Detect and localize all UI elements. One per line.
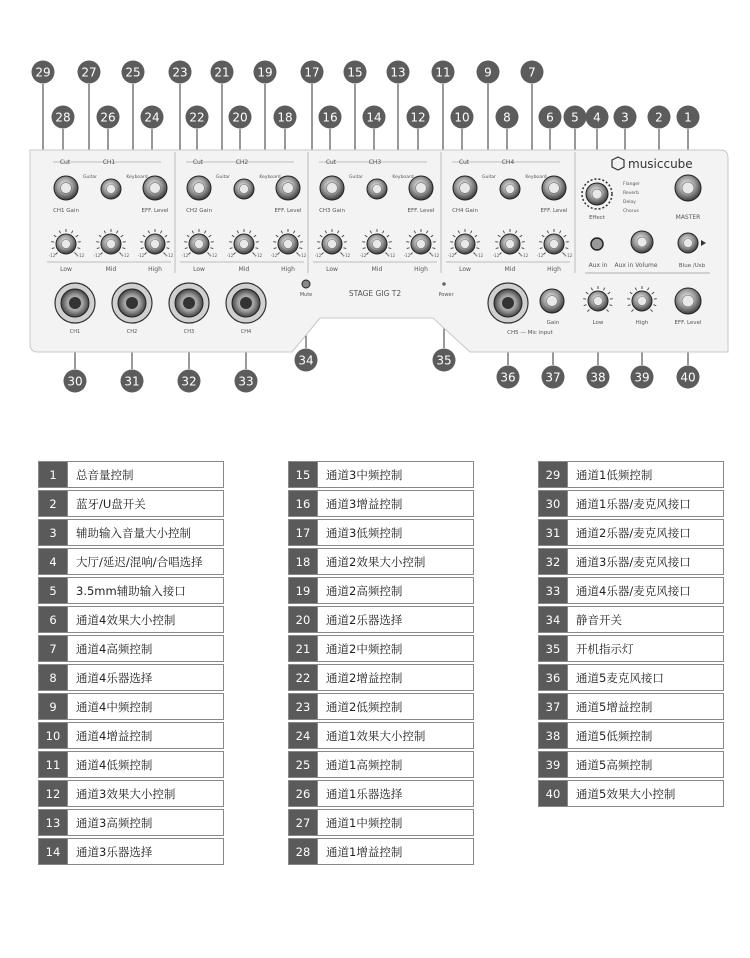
legend-column-1 xyxy=(38,461,224,865)
legend-row xyxy=(289,781,474,807)
legend-number: 26 xyxy=(289,781,318,807)
legend-row xyxy=(39,607,224,633)
legend-description: 蓝牙/U盘开关 xyxy=(68,491,224,517)
callout-number-22: 22 xyxy=(189,110,205,125)
callout-number-21: 21 xyxy=(214,65,230,80)
legend-row xyxy=(289,549,474,575)
callout-number-38: 38 xyxy=(590,370,606,385)
legend-description: 通道3乐器/麦克风接口 xyxy=(568,549,724,575)
legend-description: 通道5增益控制 xyxy=(568,694,724,720)
callout-number-9: 9 xyxy=(484,65,492,80)
legend-row xyxy=(539,549,724,575)
ch2-eff-level-label: EFF. Level xyxy=(274,208,302,214)
callout-number-17: 17 xyxy=(304,65,320,80)
legend-description: 通道1增益控制 xyxy=(318,839,474,865)
ch4-db-min-0: -12 xyxy=(447,253,455,258)
legend-row xyxy=(539,723,724,749)
fx-option-flanger: Flanger xyxy=(623,182,640,187)
legend-row xyxy=(289,491,474,517)
callout-number-27: 27 xyxy=(81,65,97,80)
ch1-db-min-0: -12 xyxy=(48,253,56,258)
ch1-input-label: CH1 xyxy=(69,329,81,335)
ch3-db-max-1: +12 xyxy=(386,253,396,258)
legend-description: 通道4高频控制 xyxy=(68,636,224,662)
ch2-db-max-1: +12 xyxy=(253,253,263,258)
callout-number-12: 12 xyxy=(410,110,426,125)
callout-number-39: 39 xyxy=(634,370,650,385)
legend-number: 4 xyxy=(39,549,68,575)
legend-number: 19 xyxy=(289,578,318,604)
callout-number-25: 25 xyxy=(125,65,141,80)
legend-number: 24 xyxy=(289,723,318,749)
legend-row xyxy=(289,839,474,865)
callout-number-7: 7 xyxy=(528,65,536,80)
legend-row xyxy=(289,607,474,633)
callout-number-31: 31 xyxy=(124,374,140,389)
legend-number: 10 xyxy=(39,723,68,749)
ch4-name-label: CH4 xyxy=(501,159,515,166)
legend-row xyxy=(39,752,224,778)
callout-number-3: 3 xyxy=(621,110,629,125)
ch1-gain-label: CH1 Gain xyxy=(53,208,79,214)
legend-description: 通道3效果大小控制 xyxy=(68,781,224,807)
ch1-high-label: High xyxy=(148,266,162,273)
ch4-cut-label: Cut xyxy=(458,159,470,166)
ch1-guitar-label: Guitar xyxy=(83,175,97,180)
legend-description: 总音量控制 xyxy=(68,462,224,488)
ch2-low-label: Low xyxy=(193,266,205,273)
ch3-high-label: High xyxy=(414,266,428,273)
ch4-guitar-label: Guitar xyxy=(482,175,496,180)
callout-number-40: 40 xyxy=(680,370,696,385)
callout-number-6: 6 xyxy=(546,110,554,125)
legend-row xyxy=(289,723,474,749)
ch2-db-min-0: -12 xyxy=(181,253,189,258)
legend-description: 通道1乐器选择 xyxy=(318,781,474,807)
legend-number: 21 xyxy=(289,636,318,662)
legend-row xyxy=(39,636,224,662)
master-label: MASTER xyxy=(675,214,701,221)
legend-row xyxy=(539,607,724,633)
ch1-name-label: CH1 xyxy=(102,159,116,166)
legend-row xyxy=(39,694,224,720)
legend-number: 13 xyxy=(39,810,68,836)
legend-row xyxy=(289,752,474,778)
ch2-keyboard-label: Keyboard xyxy=(259,175,281,180)
ch1-keyboard-label: Keyboard xyxy=(126,175,148,180)
ch5-low-label: Low xyxy=(592,320,604,326)
legend-description: 通道3中频控制 xyxy=(318,462,474,488)
legend-description: 通道5低频控制 xyxy=(568,723,724,749)
legend-description: 通道5高频控制 xyxy=(568,752,724,778)
callout-number-36: 36 xyxy=(500,370,516,385)
legend-number: 18 xyxy=(289,549,318,575)
legend-row xyxy=(539,520,724,546)
ch3-input-label: CH3 xyxy=(183,329,195,335)
ch2-input-label: CH2 xyxy=(126,329,138,335)
callout-number-35: 35 xyxy=(436,353,452,368)
legend-description: 通道4中频控制 xyxy=(68,694,224,720)
ch1-db-max-1: +12 xyxy=(120,253,130,258)
legend-row xyxy=(39,549,224,575)
legend-description: 通道1低频控制 xyxy=(568,462,724,488)
ch2-db-min-1: -12 xyxy=(226,253,234,258)
legend-number: 9 xyxy=(39,694,68,720)
callout-number-23: 23 xyxy=(172,65,188,80)
legend-row xyxy=(289,810,474,836)
legend-row xyxy=(39,462,224,488)
ch1-db-min-1: -12 xyxy=(93,253,101,258)
ch4-mid-label: Mid xyxy=(504,266,516,273)
ch1-eff-level-label: EFF. Level xyxy=(141,208,169,214)
legend-number: 36 xyxy=(539,665,568,691)
legend-number: 8 xyxy=(39,665,68,691)
callout-number-19: 19 xyxy=(257,65,273,80)
brand-name: musiccube xyxy=(628,157,693,171)
legend-description: 开机指示灯 xyxy=(568,636,724,662)
ch5-eff-level-label: EFF. Level xyxy=(674,320,702,326)
ch1-mid-label: Mid xyxy=(105,266,117,273)
ch3-db-max-2: +12 xyxy=(430,253,440,258)
callout-number-24: 24 xyxy=(144,110,160,125)
ch3-mid-label: Mid xyxy=(371,266,383,273)
legend-description: 通道4乐器/麦克风接口 xyxy=(568,578,724,604)
callout-number-13: 13 xyxy=(390,65,406,80)
callout-number-16: 16 xyxy=(322,110,338,125)
callout-number-5: 5 xyxy=(571,110,579,125)
ch2-db-max-2: +12 xyxy=(297,253,307,258)
ch2-name-label: CH2 xyxy=(235,159,249,166)
ch2-high-label: High xyxy=(281,266,295,273)
legend-number: 17 xyxy=(289,520,318,546)
ch4-db-min-1: -12 xyxy=(492,253,500,258)
ch1-db-max-0: +12 xyxy=(75,253,85,258)
legend-row xyxy=(39,781,224,807)
callout-number-20: 20 xyxy=(232,110,248,125)
legend-description: 通道2效果大小控制 xyxy=(318,549,474,575)
ch2-cut-label: Cut xyxy=(192,159,204,166)
ch4-high-label: High xyxy=(547,266,561,273)
legend-description: 通道1高频控制 xyxy=(318,752,474,778)
legend-number: 16 xyxy=(289,491,318,517)
legend-row xyxy=(289,636,474,662)
ch3-keyboard-label: Keyboard xyxy=(392,175,414,180)
legend-row xyxy=(289,665,474,691)
legend-number: 33 xyxy=(539,578,568,604)
legend-description: 通道3增益控制 xyxy=(318,491,474,517)
legend-description: 大厅/延迟/混响/合唱选择 xyxy=(68,549,224,575)
callout-number-10: 10 xyxy=(454,110,470,125)
legend-description: 通道3高频控制 xyxy=(68,810,224,836)
fx-option-chorus: Chorus xyxy=(623,209,639,214)
legend-number: 28 xyxy=(289,839,318,865)
legend-number: 39 xyxy=(539,752,568,778)
legend-row xyxy=(39,578,224,604)
ch4-db-max-1: +12 xyxy=(519,253,529,258)
legend-row xyxy=(539,462,724,488)
mixer-panel-diagram xyxy=(0,0,750,440)
ch4-keyboard-label: Keyboard xyxy=(525,175,547,180)
legend-number: 14 xyxy=(39,839,68,865)
ch3-db-max-0: +12 xyxy=(341,253,351,258)
legend-row xyxy=(539,694,724,720)
legend-number: 12 xyxy=(39,781,68,807)
ch3-guitar-label: Guitar xyxy=(349,175,363,180)
ch1-db-min-2: -12 xyxy=(137,253,145,258)
callout-number-18: 18 xyxy=(277,110,293,125)
legend-description: 通道1乐器/麦克风接口 xyxy=(568,491,724,517)
callout-number-11: 11 xyxy=(435,65,451,80)
ch5-high-label: High xyxy=(635,320,649,326)
legend-description: 3.5mm辅助输入接口 xyxy=(68,578,224,604)
legend-column-3 xyxy=(538,461,724,807)
legend-number: 23 xyxy=(289,694,318,720)
power-label: Power xyxy=(438,292,454,298)
ch1-db-max-2: +12 xyxy=(164,253,174,258)
legend-number: 25 xyxy=(289,752,318,778)
legend-number: 11 xyxy=(39,752,68,778)
ch3-db-min-0: -12 xyxy=(314,253,322,258)
callout-number-26: 26 xyxy=(100,110,116,125)
legend-description: 通道3乐器选择 xyxy=(68,839,224,865)
callout-number-8: 8 xyxy=(503,110,511,125)
callout-number-28: 28 xyxy=(55,110,71,125)
legend-description: 通道2乐器/麦克风接口 xyxy=(568,520,724,546)
legend-description: 通道1效果大小控制 xyxy=(318,723,474,749)
callout-number-4: 4 xyxy=(593,110,601,125)
ch4-db-max-2: +12 xyxy=(563,253,573,258)
legend-number: 29 xyxy=(539,462,568,488)
power-indicator xyxy=(442,282,446,286)
callout-number-15: 15 xyxy=(347,65,363,80)
legend-number: 20 xyxy=(289,607,318,633)
legend-row xyxy=(39,810,224,836)
legend-row xyxy=(39,723,224,749)
legend-number: 37 xyxy=(539,694,568,720)
ch4-eff-level-label: EFF. Level xyxy=(540,208,568,214)
ch3-cut-label: Cut xyxy=(325,159,337,166)
legend-number: 6 xyxy=(39,607,68,633)
legend-number: 38 xyxy=(539,723,568,749)
callout-number-32: 32 xyxy=(181,374,197,389)
ch2-guitar-label: Guitar xyxy=(216,175,230,180)
ch5-mic-input-label: CH5 — Mic input xyxy=(507,330,553,336)
legend-number: 34 xyxy=(539,607,568,633)
bt-usb-label: Blue /Usb xyxy=(678,263,706,269)
legend-description: 通道2高频控制 xyxy=(318,578,474,604)
legend-description: 通道2增益控制 xyxy=(318,665,474,691)
fx-option-reverb: Reverb xyxy=(623,191,639,196)
ch4-input-label: CH4 xyxy=(240,329,252,335)
legend-description: 通道3低频控制 xyxy=(318,520,474,546)
legend-row xyxy=(539,781,724,807)
legend-number: 3 xyxy=(39,520,68,546)
legend-row xyxy=(539,752,724,778)
legend-row xyxy=(289,694,474,720)
legend-description: 通道2低频控制 xyxy=(318,694,474,720)
legend-description: 辅助输入音量大小控制 xyxy=(68,520,224,546)
ch3-db-min-1: -12 xyxy=(359,253,367,258)
legend-row xyxy=(539,636,724,662)
ch3-gain-label: CH3 Gain xyxy=(319,208,345,214)
legend-description: 通道4乐器选择 xyxy=(68,665,224,691)
fx-option-delay: Delay xyxy=(623,200,636,205)
aux-volume-label: Aux in Volume xyxy=(614,262,658,269)
ch3-eff-level-label: EFF. Level xyxy=(407,208,435,214)
legend-row xyxy=(39,665,224,691)
callout-number-33: 33 xyxy=(238,374,254,389)
ch4-gain-label: CH4 Gain xyxy=(452,208,478,214)
effect-label: Effect xyxy=(589,215,605,221)
legend-row xyxy=(39,839,224,865)
ch3-name-label: CH3 xyxy=(368,159,382,166)
legend-row xyxy=(539,665,724,691)
legend-description: 通道1中频控制 xyxy=(318,810,474,836)
ch2-gain-label: CH2 Gain xyxy=(186,208,212,214)
legend-description: 通道2中频控制 xyxy=(318,636,474,662)
legend-row xyxy=(289,578,474,604)
ch1-cut-label: Cut xyxy=(59,159,71,166)
legend-number: 1 xyxy=(39,462,68,488)
legend-row xyxy=(539,578,724,604)
ch4-db-max-0: +12 xyxy=(474,253,484,258)
callout-number-1: 1 xyxy=(684,110,692,125)
aux-input-jack[interactable] xyxy=(591,238,603,250)
ch3-low-label: Low xyxy=(326,266,338,273)
callout-number-34: 34 xyxy=(298,353,314,368)
callout-number-30: 30 xyxy=(67,374,83,389)
legend-description: 通道2乐器选择 xyxy=(318,607,474,633)
ch4-db-min-2: -12 xyxy=(536,253,544,258)
legend-number: 30 xyxy=(539,491,568,517)
legend-description: 静音开关 xyxy=(568,607,724,633)
legend-column-2 xyxy=(288,461,474,865)
legend-row xyxy=(539,491,724,517)
ch2-db-max-0: +12 xyxy=(208,253,218,258)
legend-row xyxy=(289,462,474,488)
legend-row xyxy=(39,520,224,546)
ch5-gain-label: Gain xyxy=(546,320,560,326)
ch1-low-label: Low xyxy=(60,266,72,273)
legend-row xyxy=(39,491,224,517)
legend-number: 22 xyxy=(289,665,318,691)
legend-description: 通道5麦克风接口 xyxy=(568,665,724,691)
legend-description: 通道4效果大小控制 xyxy=(68,607,224,633)
legend-description: 通道4低频控制 xyxy=(68,752,224,778)
callout-number-37: 37 xyxy=(545,370,561,385)
legend-number: 35 xyxy=(539,636,568,662)
legend-number: 31 xyxy=(539,520,568,546)
callout-number-14: 14 xyxy=(366,110,382,125)
ch2-mid-label: Mid xyxy=(238,266,250,273)
ch4-low-label: Low xyxy=(459,266,471,273)
callout-number-2: 2 xyxy=(655,110,663,125)
mute-button[interactable] xyxy=(302,280,310,288)
callout-number-29: 29 xyxy=(35,65,51,80)
legend-number: 27 xyxy=(289,810,318,836)
ch2-db-min-2: -12 xyxy=(270,253,278,258)
legend-number: 15 xyxy=(289,462,318,488)
legend-description: 通道5效果大小控制 xyxy=(568,781,724,807)
aux-in-label: Aux in xyxy=(588,262,608,269)
mute-label: Mute xyxy=(299,292,313,298)
legend-number: 5 xyxy=(39,578,68,604)
ch3-db-min-2: -12 xyxy=(403,253,411,258)
legend-number: 2 xyxy=(39,491,68,517)
model-name: STAGE GIG T2 xyxy=(348,289,402,298)
legend-row xyxy=(289,520,474,546)
legend-number: 32 xyxy=(539,549,568,575)
legend-description: 通道4增益控制 xyxy=(68,723,224,749)
legend-number: 40 xyxy=(539,781,568,807)
legend-number: 7 xyxy=(39,636,68,662)
